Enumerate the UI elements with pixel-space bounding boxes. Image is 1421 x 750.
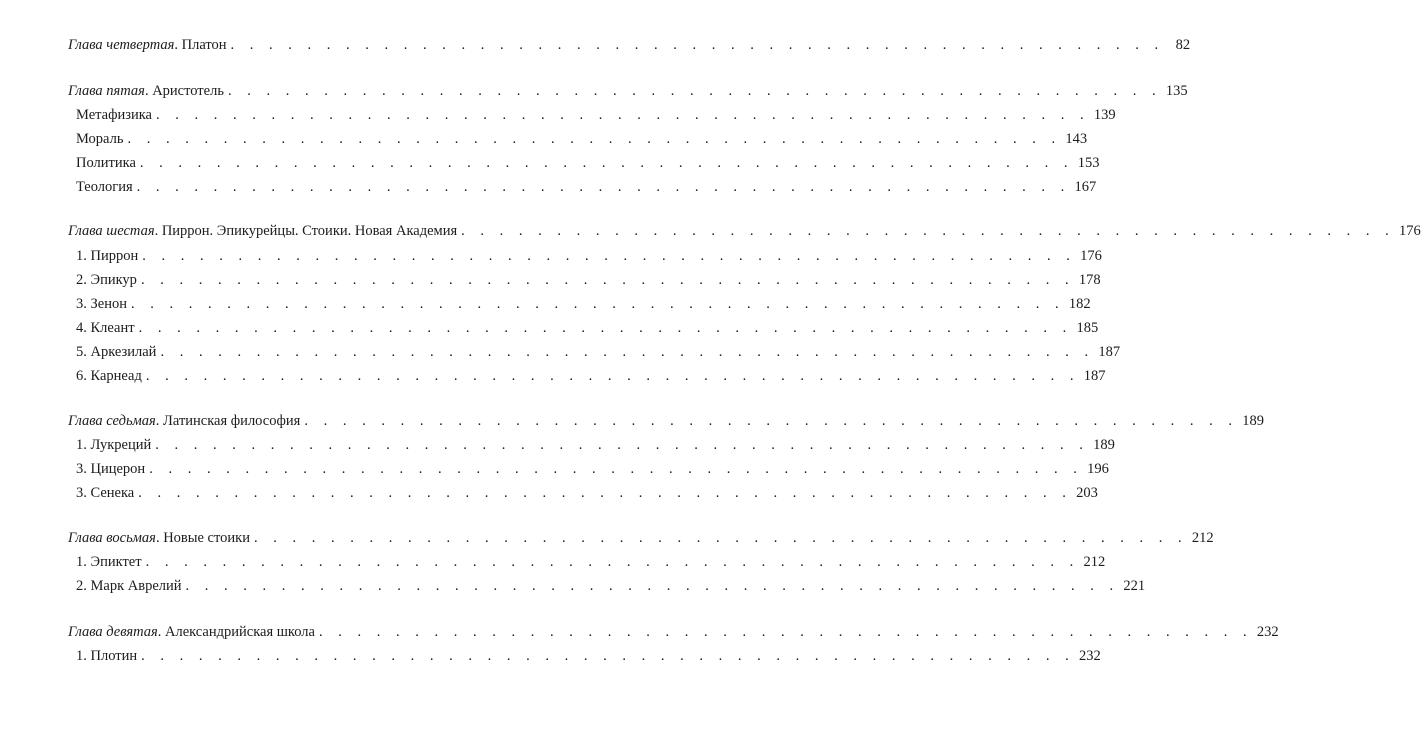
toc-item <box>76 434 1115 456</box>
page-number: 196 <box>1087 461 1109 477</box>
page-number: 187 <box>1083 368 1106 384</box>
toc-item <box>76 458 1109 480</box>
toc-item <box>76 645 1101 667</box>
item-label: 3. Зенон <box>76 296 127 312</box>
page-number: 232 <box>1256 624 1279 640</box>
item-label: 2. Марк Аврелий <box>76 578 182 594</box>
toc-item <box>76 269 1101 291</box>
item-label: Метафизика <box>76 107 152 123</box>
toc-item <box>76 104 1116 126</box>
dot-leader: . . . . . . . . . . . . . . . . . . . . . . . . . . . . . . . . . . . . . . . . . . . . . . . . . <box>139 155 1074 171</box>
toc-item <box>76 176 1097 198</box>
page-number: 82 <box>1175 37 1191 53</box>
chapter-title: Аристотель <box>152 83 224 99</box>
toc-item <box>76 128 1088 150</box>
dot-leader: . . . . . . . . . . . . . . . . . . . . . . . . . . . . . . . . . . . . . . . . . . . . . . . . . <box>130 296 1065 312</box>
dot-leader: . . . . . . . . . . . . . . . . . . . . . . . . . . . . . . . . . . . . . . . . . . . . . . . . . <box>461 223 1395 239</box>
chapter-prefix: Глава восьмая <box>68 530 156 546</box>
item-label: 1. Пиррон <box>76 248 139 264</box>
dot-leader: . . . . . . . . . . . . . . . . . . . . . . . . . . . . . . . . . . . . . . . . . . . . . . . . . <box>138 320 1073 336</box>
dot-leader: . . . . . . . . . . . . . . . . . . . . . . . . . . . . . . . . . . . . . . . . . . . . . . . . . <box>127 131 1062 147</box>
dot-leader: . . . . . . . . . . . . . . . . . . . . . . . . . . . . . . . . . . . . . . . . . . . . . . . . . <box>142 248 1076 264</box>
item-label: 1. Лукреций <box>76 437 152 453</box>
page-number: 178 <box>1078 272 1101 288</box>
item-label: 6. Карнеад <box>76 368 142 384</box>
chapter-title: Латинская философия <box>163 413 301 429</box>
item-label: Мораль <box>76 131 124 147</box>
dot-leader: . . . . . . . . . . . . . . . . . . . . . . . . . . . . . . . . . . . . . . . . . . . . . . . . . <box>227 83 1162 99</box>
item-label: Теология <box>76 179 133 195</box>
chapter-heading: Глава шестая. Пиррон. Эпикурейцы. Стоики. Новая Академия . . . . . . . . . . . . . . . . . . . . . . . . . . . . . . . . . . . . . . . . . . . . . . . . . 176 <box>68 220 541 242</box>
page-number: 185 <box>1076 320 1099 336</box>
item-label: Политика <box>76 155 136 171</box>
chapter-title: Новые стоики <box>163 530 250 546</box>
chapter-prefix: Глава седьмая <box>68 413 156 429</box>
item-label: 2. Эпикур <box>76 272 137 288</box>
page-number: 167 <box>1074 179 1097 195</box>
page-number: 153 <box>1077 155 1100 171</box>
chapter-title: Пиррон. Эпикурейцы. Стоики. Новая Академия <box>161 223 458 239</box>
toc-item <box>76 482 1098 504</box>
toc-item <box>76 152 1100 174</box>
dot-leader: . . . . . . . . . . . . . . . . . . . . . . . . . . . . . . . . . . . . . . . . . . . . . . . . . <box>230 37 1165 53</box>
page-number: 135 <box>1165 83 1188 99</box>
chapter-heading: Глава пятая. Аристотель . . . . . . . . . . . . . . . . . . . . . . . . . . . . . . . . . . . . . . . . . . . . . . . . . 135 <box>68 80 541 102</box>
item-label: 4. Клеант <box>76 320 135 336</box>
page-number: 212 <box>1083 554 1106 570</box>
page-number: 176 <box>1399 223 1421 239</box>
page-number: 187 <box>1098 344 1121 360</box>
page-number: 203 <box>1076 485 1098 501</box>
page-number: 189 <box>1093 437 1115 453</box>
item-label: 3. Цицерон <box>76 461 146 477</box>
chapter-prefix: Глава шестая <box>68 223 155 239</box>
toc-item <box>76 365 1106 387</box>
dot-leader: . . . . . . . . . . . . . . . . . . . . . . . . . . . . . . . . . . . . . . . . . . . . . . . . . <box>145 554 1080 570</box>
page-number: 212 <box>1191 530 1214 546</box>
toc-item <box>76 317 1099 339</box>
chapter-title: Александрийская школа <box>164 624 315 640</box>
dot-leader: . . . . . . . . . . . . . . . . . . . . . . . . . . . . . . . . . . . . . . . . . . . . . . . . . <box>140 272 1075 288</box>
page-number: 139 <box>1093 107 1116 123</box>
dot-leader: . . . . . . . . . . . . . . . . . . . . . . . . . . . . . . . . . . . . . . . . . . . . . . . . . <box>156 107 1090 123</box>
dot-leader: . . . . . . . . . . . . . . . . . . . . . . . . . . . . . . . . . . . . . . . . . . . . . . . . . <box>160 344 1095 360</box>
dot-leader: . . . . . . . . . . . . . . . . . . . . . . . . . . . . . . . . . . . . . . . . . . . . . . . . . <box>253 530 1188 546</box>
item-label: 3. Сенека <box>76 485 135 501</box>
chapter-prefix: Глава четвертая <box>68 37 175 53</box>
chapter-heading: Глава четвертая. Платон . . . . . . . . . . . . . . . . . . . . . . . . . . . . . . . . . . . . . . . . . . . . . . . . . 82 <box>68 34 541 56</box>
page-number: 143 <box>1065 131 1088 147</box>
dot-leader: . . . . . . . . . . . . . . . . . . . . . . . . . . . . . . . . . . . . . . . . . . . . . . . . . <box>145 368 1080 384</box>
dot-leader: . . . . . . . . . . . . . . . . . . . . . . . . . . . . . . . . . . . . . . . . . . . . . . . . . <box>149 461 1083 477</box>
dot-leader: . . . . . . . . . . . . . . . . . . . . . . . . . . . . . . . . . . . . . . . . . . . . . . . . . <box>318 624 1253 640</box>
toc-item <box>76 293 1091 315</box>
page-number: 182 <box>1068 296 1091 312</box>
dot-leader: . . . . . . . . . . . . . . . . . . . . . . . . . . . . . . . . . . . . . . . . . . . . . . . . . <box>155 437 1089 453</box>
dot-leader: . . . . . . . . . . . . . . . . . . . . . . . . . . . . . . . . . . . . . . . . . . . . . . . . . <box>136 179 1071 195</box>
chapter-title: Платон <box>181 37 227 53</box>
chapter-heading: Глава седьмая. Латинская философия . . . . . . . . . . . . . . . . . . . . . . . . . . . . . . . . . . . . . . . . . . . . . . . . . 189 <box>68 410 541 432</box>
item-label: 1. Плотин <box>76 648 138 664</box>
toc-item <box>76 245 1102 267</box>
toc-item <box>76 341 1121 363</box>
dot-leader: . . . . . . . . . . . . . . . . . . . . . . . . . . . . . . . . . . . . . . . . . . . . . . . . . <box>185 578 1120 594</box>
chapter-heading: Глава девятая. Александрийская школа . . . . . . . . . . . . . . . . . . . . . . . . . . . . . . . . . . . . . . . . . . . . . . . . . 232 <box>68 621 541 643</box>
toc-item <box>76 575 1146 597</box>
page-number: 221 <box>1123 578 1146 594</box>
toc-item <box>76 551 1106 573</box>
dot-leader: . . . . . . . . . . . . . . . . . . . . . . . . . . . . . . . . . . . . . . . . . . . . . . . . . <box>304 413 1238 429</box>
page-number: 189 <box>1242 413 1264 429</box>
chapter-prefix: Глава пятая <box>68 83 145 99</box>
item-label: 5. Аркезилай <box>76 344 157 360</box>
chapter-heading: Глава восьмая. Новые стоики . . . . . . . . . . . . . . . . . . . . . . . . . . . . . . . . . . . . . . . . . . . . . . . . . 212 <box>68 527 541 549</box>
page-number: 176 <box>1080 248 1102 264</box>
dot-leader: . . . . . . . . . . . . . . . . . . . . . . . . . . . . . . . . . . . . . . . . . . . . . . . . . <box>138 485 1072 501</box>
item-label: 1. Эпиктет <box>76 554 142 570</box>
chapter-prefix: Глава девятая <box>68 624 158 640</box>
dot-leader: . . . . . . . . . . . . . . . . . . . . . . . . . . . . . . . . . . . . . . . . . . . . . . . . . <box>141 648 1075 664</box>
page-number: 232 <box>1079 648 1101 664</box>
